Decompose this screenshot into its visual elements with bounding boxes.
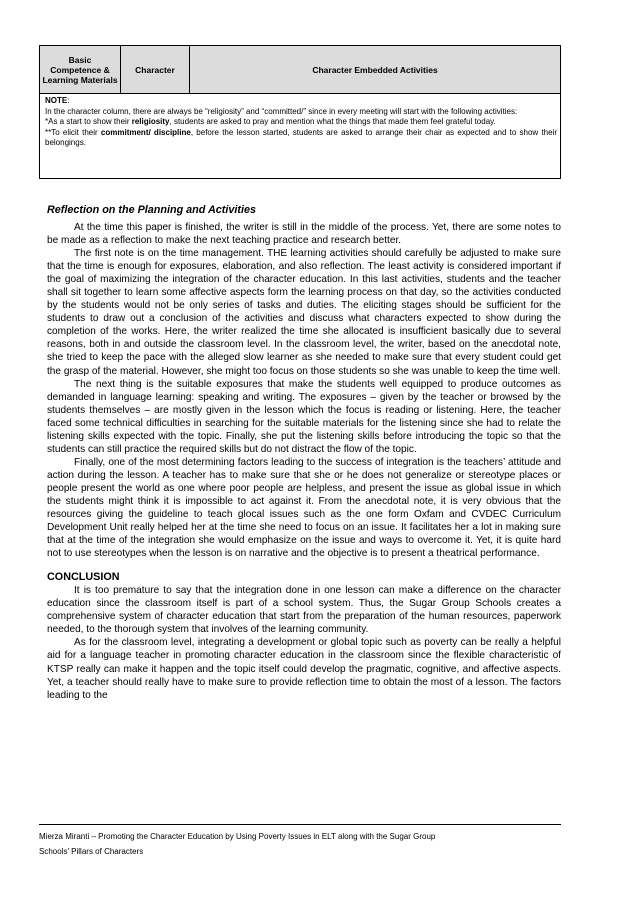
note-label: NOTE: [45, 96, 68, 105]
header-character: Character: [121, 46, 190, 93]
paragraph: The first note is on the time management. THE learning activities should carefully be adjusted to make sure that the time is enough for exposures, elaboration, and also reflection. The least activity is considered important if the goal of maximizing the integration of the character education. In this last activities, students and the teacher shall sit together to learn some affective aspects form the learning process on that day, so the activities conducted by the students would not be only series of tasks and duties. The eliciting stages should be sufficient for the students to draw out a conclusion of the activities and discuss what characters expected to show during the completion of the works. Here, the writer realized the time she allocated is insufficient basically due to several reasons, both in and outside the classroom level. In the classroom level, the writer, based on the anecdotal note, she tried to keep the pace with the alleged slow learner as she needed to make sure that every student could get the grasp of the material. However, she might too focus on those students so she was unable to keep the time well.: [47, 248, 561, 377]
note-item-commitment: **To elicit their commitment/ discipline, before the lesson started, students are asked to arrange their chair as expected and to show their belongings.: [45, 127, 558, 148]
section-heading-reflection: Reflection on the Planning and Activities: [47, 204, 256, 216]
footer-line: Mierza Miranti – Promoting the Character Education by Using Poverty Issues in ELT along with the Sugar Group: [39, 832, 436, 841]
footer-divider: [39, 824, 561, 825]
paragraph: As for the classroom level, integrating a development or global topic such as poverty can be really a helpful aid for a language teacher in promoting character education in the classroom since the flexible characteristic of KTSP really can make it happen and the topic itself could develop the pragmatic, cognitive, and affective aspects. Yet, a teacher should really have to make sure to provide reflection time to obtain the most of a lesson. The factors leading to the: [47, 637, 561, 701]
activities-table: [39, 45, 561, 179]
paragraph: Finally, one of the most determining factors leading to the success of integration is the teachers’ attitude and action during the lesson. A teacher has to make sure that she or he does not generalize or stereotype places or people present the world as one where poor people are helpless, and present the issue as global issue in which the students might think it is impossible to act against it. From the anecdotal note, it is very obvious that the resources giving the guideline to teach glocal issues such as the one form Oxfam and CVDEC Curriculum Development Unit really helped her at the time she need to focus on an issue. It facilitates her a lot in making sure that at the time of the integration she would emphasize on the issue and ways to overcome it. Yet, it is quite hard not to use stereotypes when the lesson is on narrative and the objective is to present a theatrical performance.: [47, 456, 561, 560]
paragraph: At the time this paper is finished, the writer is still in the middle of the process. Yet, there are some notes to be made as a reflection to make the next teaching practice and research better.: [47, 222, 561, 247]
header-embedded-activities: Character Embedded Activities: [312, 64, 438, 75]
page-footer: [39, 830, 561, 859]
page-content: [47, 204, 561, 702]
header-basic-competence: Basic Competence & Learning Materials: [40, 46, 121, 93]
note-text: In the character column, there are always be “religiosity” and “committed/” since in every meeting will start with the following activities:: [45, 106, 518, 116]
section-heading-conclusion: CONCLUSION: [47, 571, 120, 584]
footer-line: Schools’ Pillars of Characters: [39, 846, 144, 856]
table-header-row: [40, 46, 560, 94]
table-note: NOTE: In the character column, there are always be “religiosity” and “committed/” since in every meeting will start with the following activities: *As a start to show their religiosity, students are asked to pray and mention what the things that made them feel grateful today. **To elicit their commitment/ discipline, before the lesson started, students are asked to arrange their chair as expected and to show their belongings.: [45, 96, 558, 148]
paragraph: The next thing is the suitable exposures that make the students well equipped to produce outcomes as demanded in language learning: speaking and writing. The exposures – given by the teacher or browsed by the students themselves – are mostly given in the lesson which the focus is reading or listening. Here, the teacher faced some technical difficulties in searching for the suitable materials for the listening since she had to relate the listening skills expected with the topic. Finally, she put the listening skills before introducing the topic so that the students can still practice the required skills but do not distract the flow of the topic.: [47, 378, 561, 455]
paragraph: It is too premature to say that the integration done in one lesson can make a difference on the character education since the classroom itself is part of a school system. Thus, the Sugar Group Schools creates a comprehensive system of character education that start from the preparation of the human resources, paperwork needed, to the thorough system that involves of the learning community.: [47, 585, 561, 636]
note-item-religiosity: *As a start to show their religiosity, students are asked to pray and mention what the things that made them feel grateful today.: [45, 117, 496, 127]
